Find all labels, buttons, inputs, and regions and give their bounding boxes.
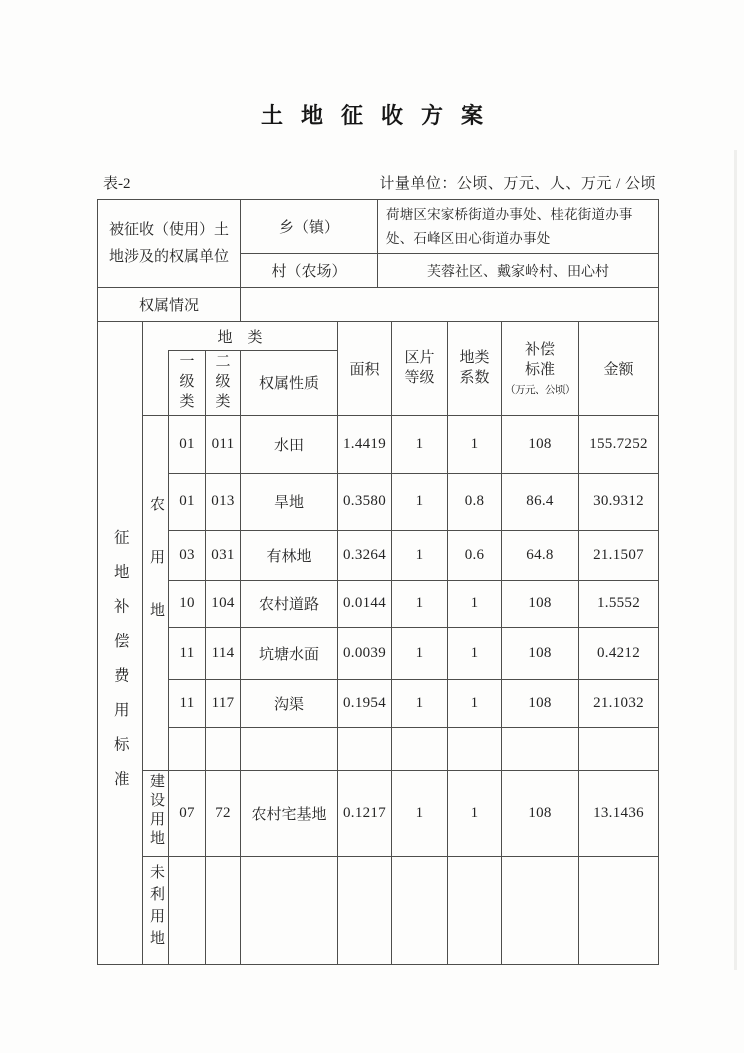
- cell-zone: [392, 856, 448, 964]
- cell-coeff: 1: [448, 415, 502, 473]
- category-label: 农用地: [148, 495, 164, 655]
- cell-standard: 108: [502, 770, 579, 856]
- village-label: 村（农场）: [241, 254, 378, 288]
- cell-standard: [502, 727, 579, 770]
- cell-amount: [579, 727, 659, 770]
- cell-level1: 11: [169, 679, 206, 727]
- cell-standard: [502, 856, 579, 964]
- unit-note: 计量单位：公顷、万元、人、万元 / 公顷: [379, 176, 656, 192]
- cell-standard: 108: [502, 415, 579, 473]
- township-label: 乡（镇）: [241, 200, 378, 254]
- header-class-coeff: 地类系数: [448, 322, 502, 415]
- cell-level1: 01: [169, 473, 206, 530]
- cell-area: 0.0039: [338, 627, 392, 679]
- header-level1: 一级类: [169, 351, 206, 415]
- cell-area: 0.1217: [338, 770, 392, 856]
- land-row: [98, 415, 659, 473]
- header-nature: 权属性质: [241, 351, 338, 415]
- cell-nature: 沟渠: [241, 679, 338, 727]
- table-label: 表-2: [103, 176, 131, 192]
- cell-area: 0.0144: [338, 580, 392, 627]
- cell-level2: 031: [206, 530, 241, 580]
- cell-nature: [241, 856, 338, 964]
- cell-area: 0.1954: [338, 679, 392, 727]
- table-row: [98, 288, 659, 322]
- cell-nature: 农村宅基地: [241, 770, 338, 856]
- cell-standard: 64.8: [502, 530, 579, 580]
- cell-level2: 011: [206, 415, 241, 473]
- cell-level1: 10: [169, 580, 206, 627]
- cell-level2: 013: [206, 473, 241, 530]
- cell-amount: 30.9312: [579, 473, 659, 530]
- cell-amount: 1.5552: [579, 580, 659, 627]
- header-amount: 金额: [579, 322, 659, 415]
- comp-standard-note: （万元、公顷）: [505, 385, 576, 397]
- cell-nature: 坑塘水面: [241, 627, 338, 679]
- cell-zone: 1: [392, 415, 448, 473]
- cell-standard: 108: [502, 627, 579, 679]
- cell-level1: [169, 856, 206, 964]
- cell-coeff: [448, 856, 502, 964]
- cell-zone: 1: [392, 679, 448, 727]
- land-row-empty: [98, 727, 659, 770]
- cell-level2: 114: [206, 627, 241, 679]
- cell-coeff: 1: [448, 627, 502, 679]
- cell-level2: [206, 727, 241, 770]
- standards-table: [97, 321, 659, 964]
- ownership-unit-header: 被征收（使用）土地涉及的权属单位: [98, 200, 241, 288]
- cell-zone: 1: [392, 770, 448, 856]
- cell-level1: 07: [169, 770, 206, 856]
- category-label: 建设用地: [148, 772, 164, 849]
- header-spacer: [143, 351, 169, 415]
- cell-standard: 86.4: [502, 473, 579, 530]
- cell-standard: 108: [502, 679, 579, 727]
- land-row: [98, 627, 659, 679]
- cell-level1: 11: [169, 627, 206, 679]
- cell-zone: 1: [392, 530, 448, 580]
- cell-zone: 1: [392, 627, 448, 679]
- cell-level2: 104: [206, 580, 241, 627]
- cell-level1: 03: [169, 530, 206, 580]
- header-level2: 二级类: [206, 351, 241, 415]
- cell-coeff: 0.8: [448, 473, 502, 530]
- scan-artifact: [734, 150, 737, 970]
- land-row: [98, 473, 659, 530]
- cell-level2: 117: [206, 679, 241, 727]
- cell-amount: 21.1507: [579, 530, 659, 580]
- cell-area: 1.4419: [338, 415, 392, 473]
- cell-level2: 72: [206, 770, 241, 856]
- cell-nature: 水田: [241, 415, 338, 473]
- cell-amount: [579, 856, 659, 964]
- land-row: [98, 770, 659, 856]
- category-cell: [143, 415, 169, 770]
- cell-amount: 21.1032: [579, 679, 659, 727]
- status-label: 权属情况: [98, 288, 241, 322]
- land-row: [98, 580, 659, 627]
- header-comp-standard: 补偿标准 （万元、公顷）: [502, 322, 579, 415]
- category-label: 未利用地: [148, 863, 164, 952]
- cell-coeff: 0.6: [448, 530, 502, 580]
- cell-amount: 0.4212: [579, 627, 659, 679]
- table-row: [98, 200, 659, 254]
- header-row-1: [98, 322, 659, 351]
- cell-coeff: 1: [448, 580, 502, 627]
- cell-zone: [392, 727, 448, 770]
- cell-area: [338, 856, 392, 964]
- cell-level1: [169, 727, 206, 770]
- cell-coeff: [448, 727, 502, 770]
- category-cell: [143, 856, 169, 964]
- cell-coeff: 1: [448, 770, 502, 856]
- status-value: [241, 288, 659, 322]
- township-value: 荷塘区宋家桥街道办事处、桂花街道办事处、石峰区田心街道办事处: [378, 200, 659, 254]
- land-row-empty: [98, 856, 659, 964]
- header-area: 面积: [338, 322, 392, 415]
- cell-zone: 1: [392, 580, 448, 627]
- cell-level1: 01: [169, 415, 206, 473]
- header-zone-level: 区片等级: [392, 322, 448, 415]
- cell-nature: 农村道路: [241, 580, 338, 627]
- village-value: 芙蓉社区、戴家岭村、田心村: [378, 254, 659, 288]
- cell-area: 0.3580: [338, 473, 392, 530]
- header-land-class: 地 类: [143, 322, 338, 351]
- cell-nature: [241, 727, 338, 770]
- section-label-cell: [98, 322, 143, 964]
- cell-coeff: 1: [448, 679, 502, 727]
- section-label: 征地补偿费用标准: [111, 529, 129, 806]
- cell-level2: [206, 856, 241, 964]
- table-meta-row: [97, 172, 658, 193]
- cell-nature: 旱地: [241, 473, 338, 530]
- cell-nature: 有林地: [241, 530, 338, 580]
- cell-area: [338, 727, 392, 770]
- category-cell: [143, 770, 169, 856]
- page-title: 土地征收方案: [260, 103, 501, 128]
- land-row: [98, 530, 659, 580]
- cell-amount: 155.7252: [579, 415, 659, 473]
- land-row: [98, 679, 659, 727]
- cell-area: 0.3264: [338, 530, 392, 580]
- ownership-table: [97, 199, 659, 322]
- cell-zone: 1: [392, 473, 448, 530]
- cell-standard: 108: [502, 580, 579, 627]
- cell-amount: 13.1436: [579, 770, 659, 856]
